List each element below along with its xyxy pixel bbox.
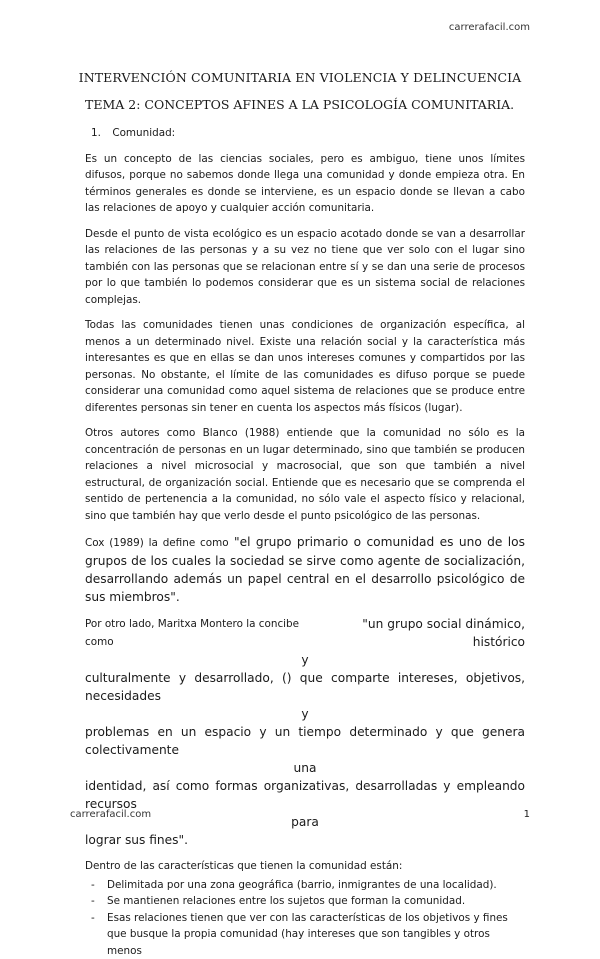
quote-line: y	[85, 705, 525, 723]
quote-line: identidad, así como formas organizativas, desarrolladas y empleando recursos	[85, 777, 525, 813]
quote-line: lograr sus fines".	[85, 831, 525, 849]
quote-lead: Por otro lado, Maritxa Montero la concibe como	[85, 615, 318, 651]
document-title: INTERVENCIÓN COMUNITARIA EN VIOLENCIA Y DELINCUENCIA	[0, 70, 600, 85]
paragraph: Desde el punto de vista ecológico es un espacio acotado donde se van a desarrollar las relaciones de las personas y a su vez no tiene que ver solo con el lugar sino también con las personas que se relacionan entre sí y se dan una serie de procesos por lo que también lo podemos considerar que es un sistema social de relaciones complejas.	[85, 226, 525, 309]
quote-line: y	[85, 651, 525, 669]
section-number: 1.	[91, 125, 103, 142]
paragraph: Todas las comunidades tienen unas condiciones de organización específica, al menos a un determinado nivel. Existe una relación social y la característica más interesantes es que en ellas se dan unos intereses comunes y compartidos por las personas. No obstante, el límite de las comunidades es difuso porque se puede considerar una comunidad como aquel sistema de relaciones que se produce entre diferentes personas sin tener en cuenta los aspectos más físicos (lugar).	[85, 317, 525, 416]
paragraph: Es un concepto de las ciencias sociales, pero es ambiguo, tiene unos límites difusos, porque no sabemos donde llega una comunidad y donde empieza otra. En términos generales es donde se interviene, es un espacio donde se llevan a cabo las relaciones de apoyo y cualquier acción comunitaria.	[85, 151, 525, 217]
paragraph: Otros autores como Blanco (1988) entiende que la comunidad no sólo es la concentración de personas en un lugar determinado, sino que también se producen relaciones a nivel microsocial y macrosocial, que son que también a nivel estructural, de organización social. Entiende que es necesario que se comprenda el sentido de pertenencia a la comunidad, no sólo vale el aspecto físico y relacional, sino que también hay que verlo desde el punto psicológico de las personas.	[85, 425, 525, 524]
list-item: - Esas relaciones tienen que ver con las características de los objetivos y fines que busque la propia comunidad (hay intereses que son tangibles y otros menos	[85, 910, 525, 959]
document-body	[85, 125, 525, 959]
section-heading	[85, 125, 525, 142]
list-item: - Se mantienen relaciones entre los sujetos que forman la comunidad.	[85, 893, 525, 910]
quote-lead: Cox (1989) la define como	[85, 537, 229, 549]
characteristics-intro: Dentro de las características que tienen la comunidad están:	[85, 858, 525, 875]
topic-title: TEMA 2: CONCEPTOS AFINES A LA PSICOLOGÍA COMUNITARIA.	[85, 97, 514, 112]
quote-line: culturalmente y desarrollado, () que comparte intereses, objetivos, necesidades	[85, 669, 525, 705]
page-number: 1	[524, 809, 530, 820]
quote-text: "el grupo primario o comunidad es uno de los grupos de los cuales la sociedad se sirve como agente de socialización, desarrollando además un papel central en el desarrollo psicológico de sus miembros".	[85, 535, 525, 604]
quote-cox	[85, 533, 525, 606]
quote-line: una	[85, 759, 525, 777]
characteristics-list	[85, 877, 525, 959]
footer-site-name: carrerafacil.com	[70, 809, 151, 820]
quote-line: para	[85, 813, 525, 831]
quote-line: problemas en un espacio y un tiempo determinado y que genera colectivamente	[85, 723, 525, 759]
list-item: - Delimitada por una zona geográfica (barrio, inmigrantes de una localidad).	[85, 877, 525, 894]
quote-line: "un grupo social dinámico, histórico	[318, 615, 525, 651]
header-site-name: carrerafacil.com	[449, 22, 530, 33]
section-label: Comunidad:	[112, 127, 175, 139]
